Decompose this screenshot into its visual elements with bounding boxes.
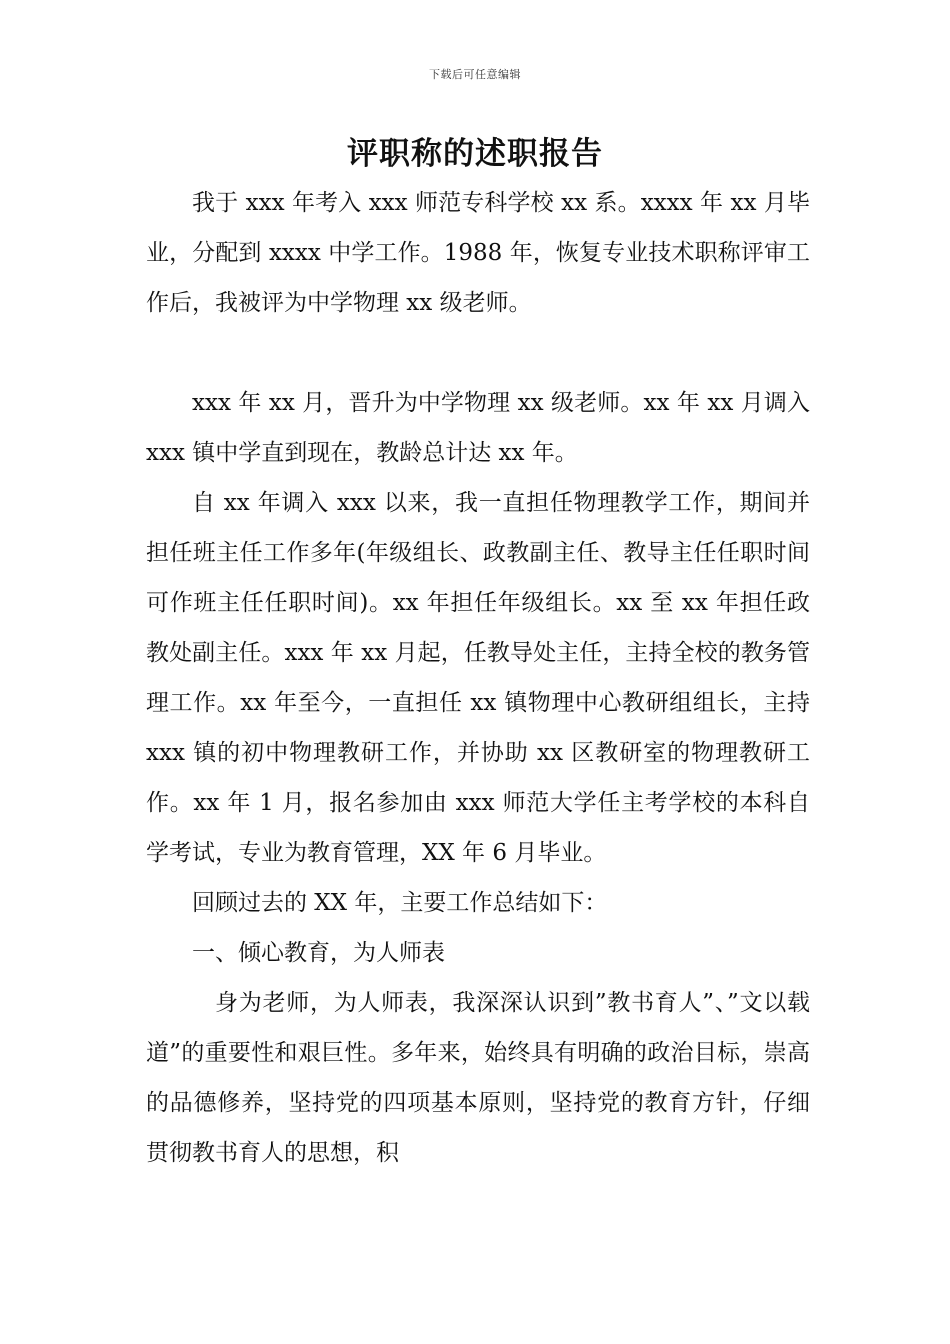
- paragraph-summary-intro: 回顾过去的 XX 年，主要工作总结如下：: [192, 890, 608, 916]
- document-title: 评职称的述职报告: [347, 136, 603, 172]
- paragraph-education-history: 我于 xxx 年考入 xxx 师范专科学校 xx 系。xxxx 年 xx 月毕业，分配到 xxxx 中学工作。1988 年，恢复专业技术职称评审工作后，我被评为中学物理 xx 级老师。: [146, 190, 810, 316]
- paragraph-promotion: xxx 年 xx 月，晋升为中学物理 xx 级老师。xx 年 xx 月调入 xxx 镇中学直到现在，教龄总计达 xx 年。: [146, 390, 810, 466]
- section-heading-one: 一、倾心教育，为人师表: [192, 940, 445, 966]
- header-note: 下载后可任意编辑: [429, 68, 521, 81]
- paragraph-work-history: 自 xx 年调入 xxx 以来，我一直担任物理教学工作，期间并担任班主任工作多年(年级组长、政教副主任、教导主任任职时间可作班主任任职时间)。xx 年担任年级组长。xx 至 xx 年担任政教处副主任。xxx 年 xx 月起，任教导处主任，主持全校的教务管理工作。xx 年至今，一直担任 xx 镇物理中心教研组组长，主持 xxx 镇的初中物理教研工作，并协助 xx 区教研室的物理教研工作。xx 年 1 月，报名参加由 xxx 师范大学任主考学校的本科自学考试，专业为教育管理，XX 年 6 月毕业。: [146, 490, 810, 866]
- document-body: [146, 178, 810, 1178]
- paragraph-teacher-ethics: 身为老师，为人师表，我深深认识到”教书育人”、”文以载道”的重要性和艰巨性。多年来，始终具有明确的政治目标，崇高的品德修养，坚持党的四项基本原则，坚持党的教育方针，仔细贯彻教书育人的思想，积: [146, 990, 810, 1166]
